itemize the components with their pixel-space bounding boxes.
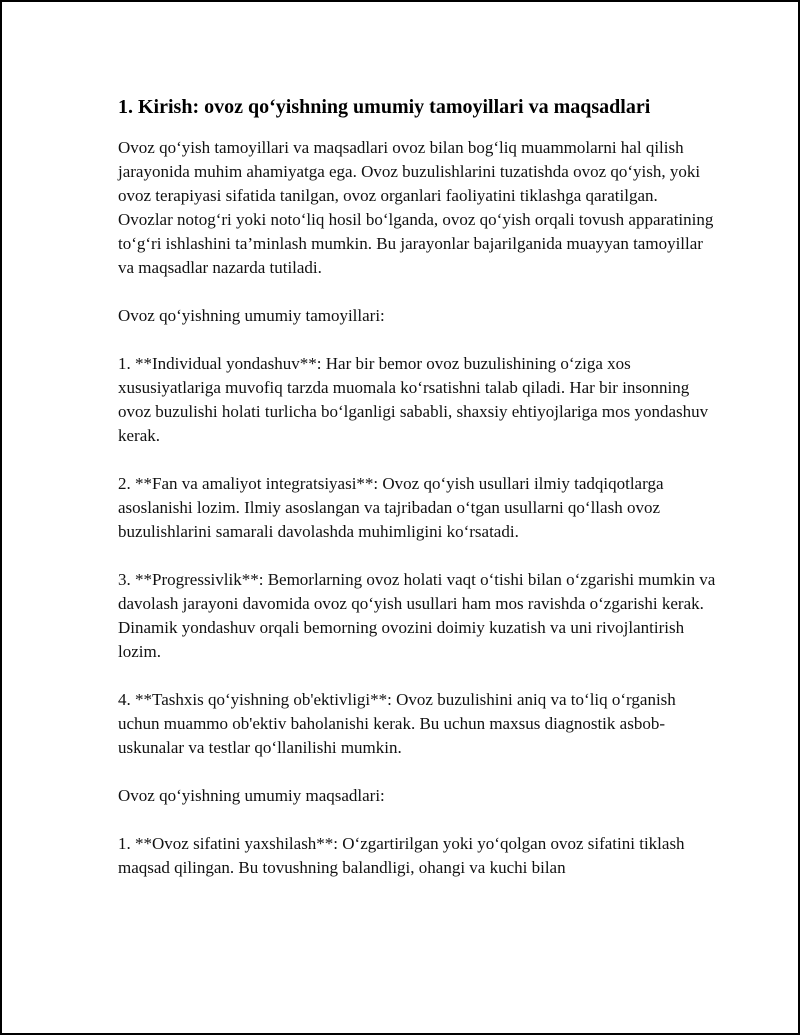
- principles-intro: Ovoz qo‘yishning umumiy tamoyillari:: [118, 306, 385, 325]
- principle-item-1: 1. **Individual yondashuv**: Har bir bemor ovoz buzulishining o‘ziga xos xususiyatlariga muvofiq tarzda muomala ko‘rsatishni talab qiladi. Har bir insonning ovoz buzulishi holati turlicha bo‘lganligi sababli, shaxsiy ehtiyojlariga mos yondashuv kerak.: [118, 354, 709, 445]
- principle-item-4: 4. **Tashxis qo‘yishning ob'ektivligi**: Ovoz buzulishini aniq va to‘liq o‘rganish uchun muammo ob'ektiv baholanishi kerak. Bu uchun maxsus diagnostik asbob-uskunalar va testlar qo‘llanilishi mumkin.: [118, 690, 676, 757]
- goals-intro: Ovoz qo‘yishning umumiy maqsadlari:: [118, 786, 385, 805]
- section-heading: 1. Kirish: ovoz qo‘yishning umumiy tamoyillari va maqsadlari: [118, 96, 651, 118]
- intro-paragraph: Ovoz qo‘yish tamoyillari va maqsadlari ovoz bilan bog‘liq muammolarni hal qilish jarayonida muhim ahamiyatga ega. Ovoz buzulishlarini tuzatishda ovoz qo‘yish, yoki ovoz terapiyasi sifatida tanilgan, ovoz organlari faoliyatini tiklashga qaratilgan. Ovozlar notog‘ri yoki noto‘liq hosil bo‘lganda, ovoz qo‘yish orqali tovush apparatining to‘g‘ri ishlashini ta’minlash mumkin. Bu jarayonlar bajarilganida muayyan tamoyillar va maqsadlar nazarda tutiladi.: [118, 138, 714, 277]
- principle-item-2: 2. **Fan va amaliyot integratsiyasi**: Ovoz qo‘yish usullari ilmiy tadqiqotlarga asoslanishi lozim. Ilmiy asoslangan va tajribadan o‘tgan usullarni qo‘llash ovoz buzulishlarini samarali davolashda muhimligini ko‘rsatadi.: [118, 474, 664, 541]
- goal-item-1: 1. **Ovoz sifatini yaxshilash**: O‘zgartirilgan yoki yo‘qolgan ovoz sifatini tiklash maqsad qilingan. Bu tovushning balandligi, ohangi va kuchi bilan: [118, 834, 685, 877]
- principle-item-3: 3. **Progressivlik**: Bemorlarning ovoz holati vaqt o‘tishi bilan o‘zgarishi mumkin va davolash jarayoni davomida ovoz qo‘yish usullari ham mos ravishda o‘zgarishi kerak. Dinamik yondashuv orqali bemorning ovozini doimiy kuzatish va uni rivojlantirish lozim.: [118, 570, 716, 661]
